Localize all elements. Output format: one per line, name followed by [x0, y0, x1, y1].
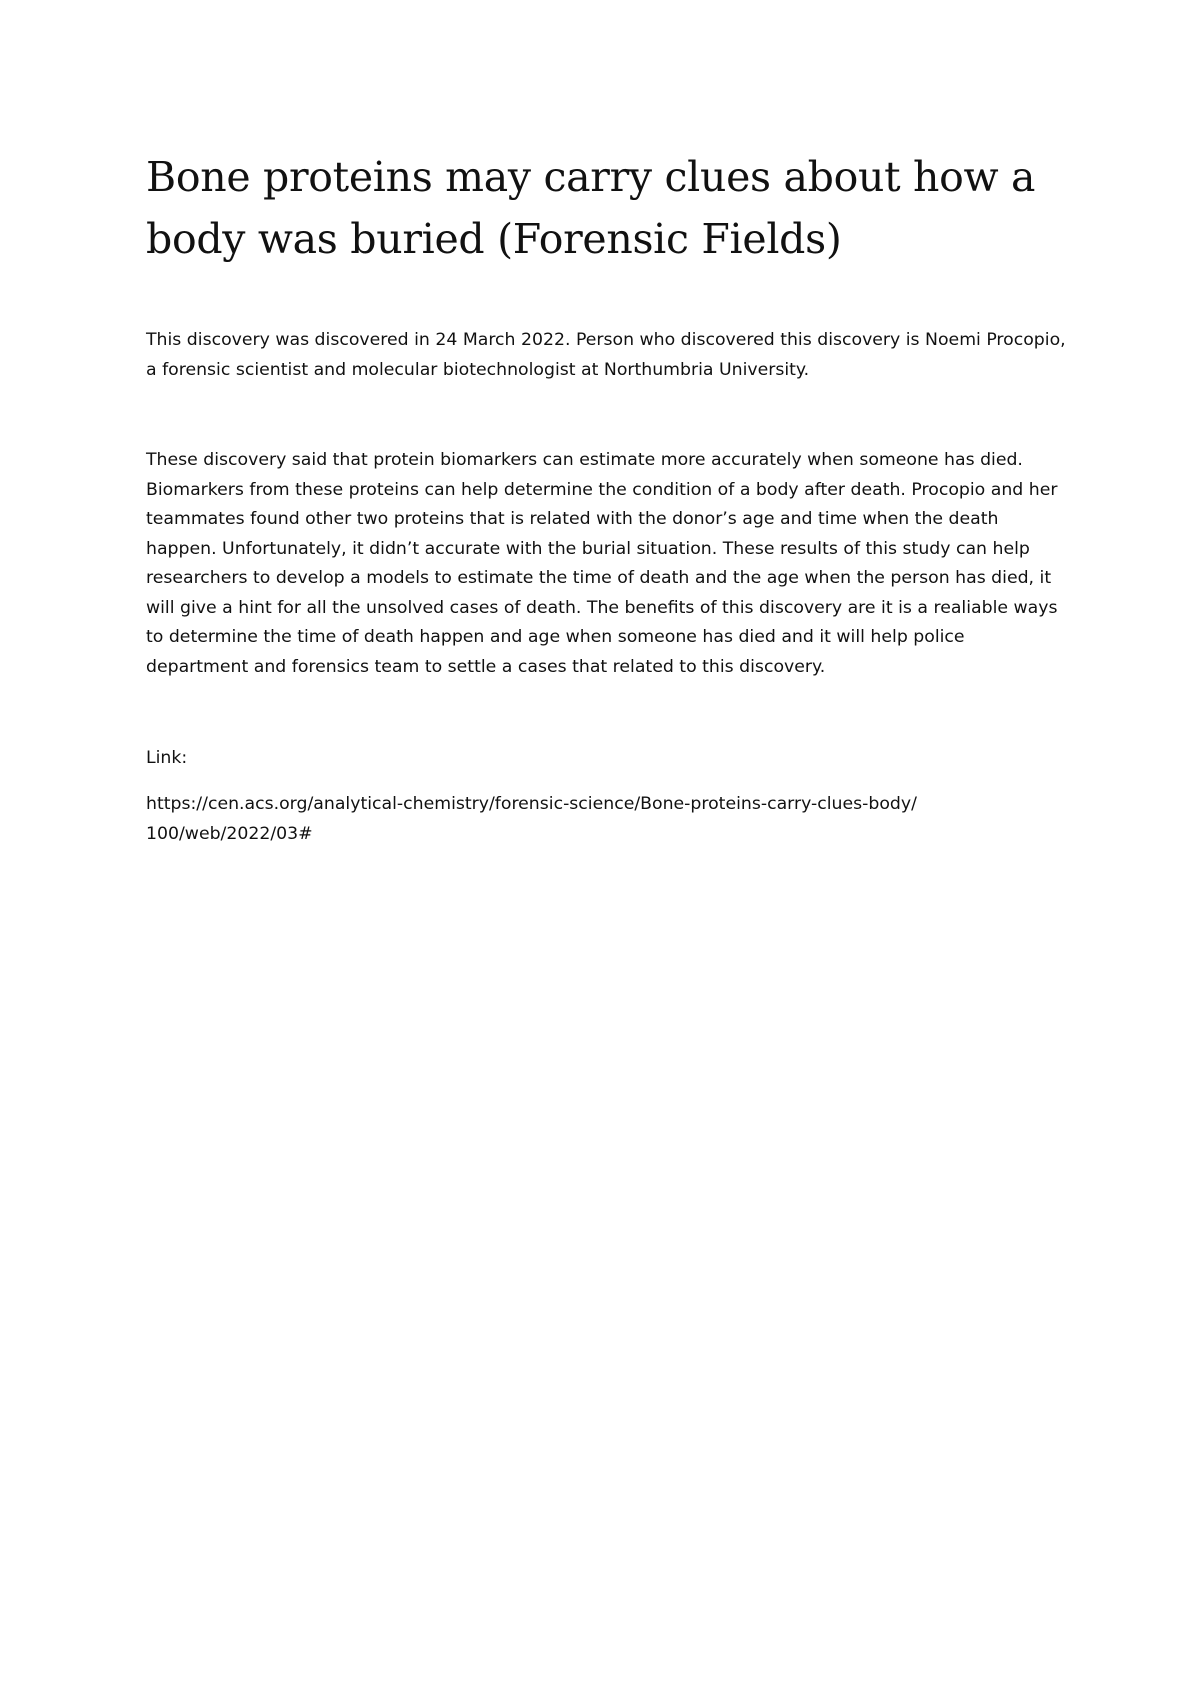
- link-label: Link:: [146, 748, 188, 768]
- discovery-summary-paragraph: These discovery said that protein biomarkers can estimate more accurately when someone has died. Biomarkers from these proteins can help determine the condition of a body after death. Procopio and her teammates found other two proteins that is related with the donor’s age and time when the death happen. Unfortunately, it didn’t accurate with the burial situation. These results of this study can help researchers to develop a models to estimate the time of death and the age when the person has died, it will give a hint for all the unsolved cases of death. The benefits of this discovery are it is a realiable ways to determine the time of death happen and age when someone has died and it will help police department and forensics team to settle a cases that related to this discovery.: [146, 450, 1058, 677]
- discovery-info-paragraph: This discovery was discovered in 24 March 2022. Person who discovered this discovery is Noemi Procopio, a forensic scientist and molecular biotechnologist at Northumbria University.: [146, 330, 1066, 380]
- link-url: https://cen.acs.org/analytical-chemistry/forensic-science/Bone-proteins-carry-clues-body/100/web/2022/03#: [146, 794, 917, 844]
- document-title: Bone proteins may carry clues about how a body was buried (Forensic Fields): [146, 153, 1036, 263]
